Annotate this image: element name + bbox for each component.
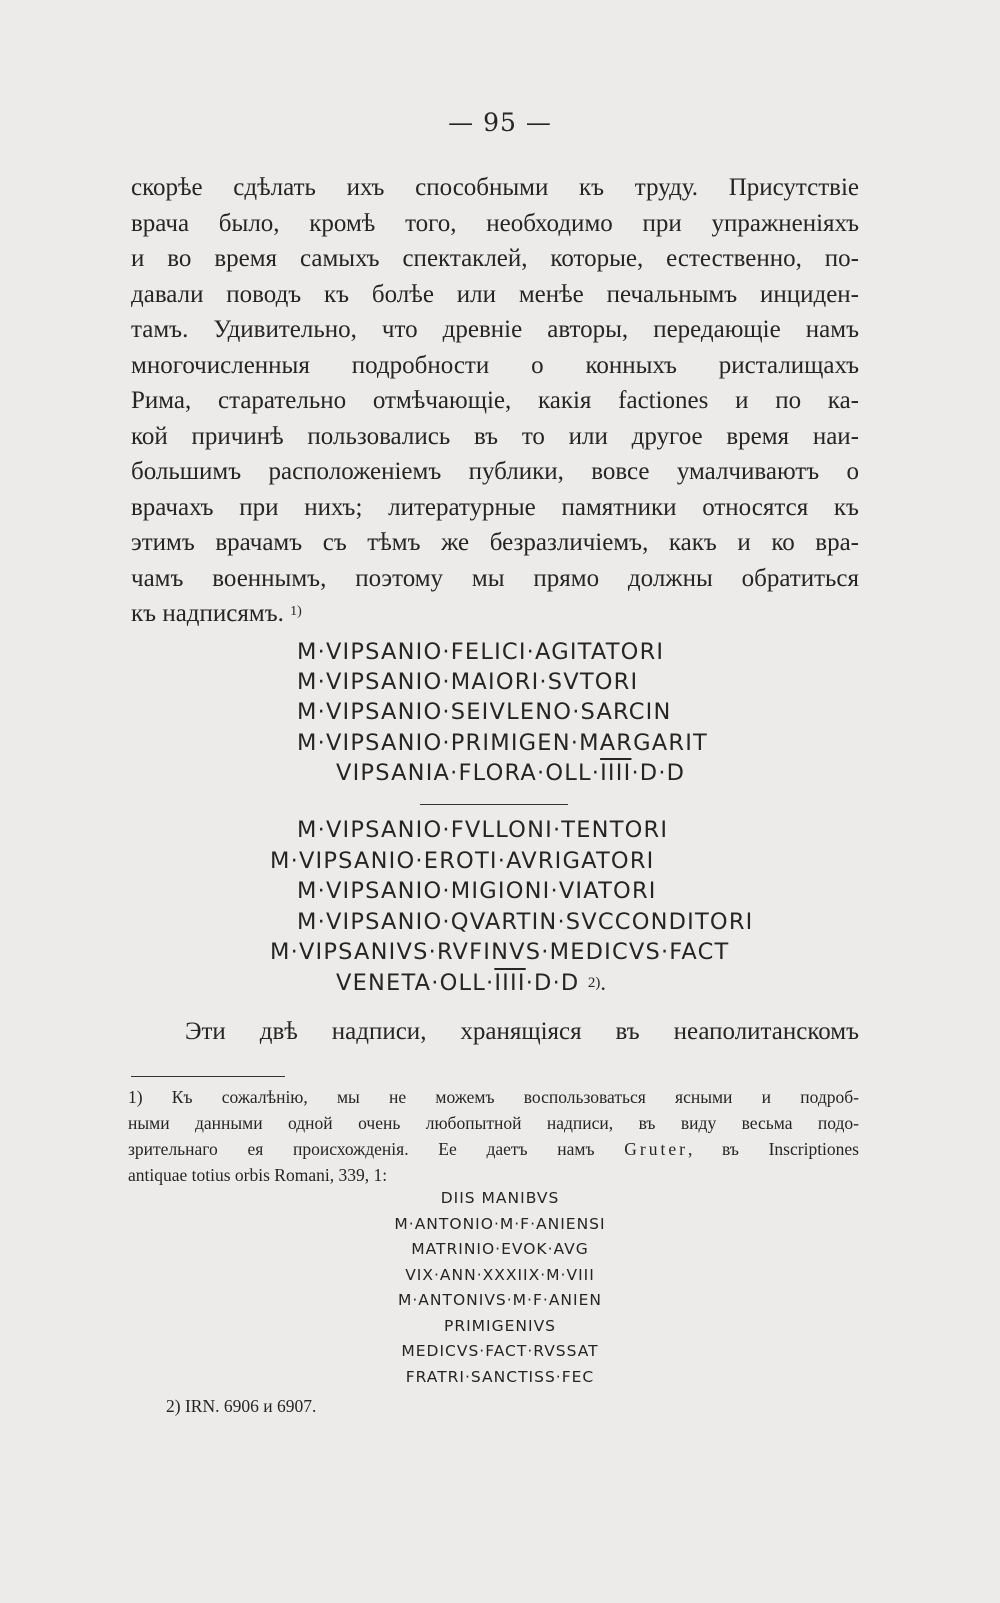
footnote-ref-2: 2): [587, 975, 601, 991]
footnote-inscription-line: VIX·ANN·XXXIIX·M·VIII: [405, 1265, 595, 1284]
footnote-author: Gruter: [624, 1139, 688, 1159]
footnote-inscription-line: M·ANTONIVS·M·F·ANIEN: [397, 1291, 602, 1309]
footnote-ref-1: 1): [290, 604, 302, 619]
inscription-b-line: M·VIPSANIO·QVARTIN·SVCCONDITORI: [297, 909, 754, 935]
footnote-inscription-line: PRIMIGENIVS: [443, 1316, 557, 1335]
inscription-a-line: M·VIPSANIO·PRIMIGEN·MARGARIT: [297, 730, 708, 756]
inscription-b-numeral: IIII: [494, 970, 526, 996]
inscription-a-last-pre: VIPSANIA·FLORA·OLL·: [336, 760, 601, 786]
footnote-inscription-line: MEDICVS·FACT·RVSSAT: [401, 1342, 599, 1360]
inscription-a-line: M·VIPSANIO·SEIVLENO·SARCIN: [297, 699, 672, 725]
footnote-line: [128, 1136, 859, 1162]
footnote-inscription-line: FRATRI·SANCTISS·FEC: [405, 1367, 595, 1386]
inscription-a-line: M·VIPSANIO·MAIORI·SVTORI: [297, 669, 639, 695]
footnote-line: 1) Къ сожалѣнію, мы не можемъ воспользоваться ясными и подроб-: [128, 1087, 859, 1107]
paragraph-last-text: къ надписямъ.: [131, 600, 284, 627]
footnote-inscription-line: M·ANTONIO·M·F·ANIENSI: [394, 1214, 606, 1233]
inscription-b-line: M·VIPSANIO·FVLLONI·TENTORI: [297, 817, 669, 843]
paragraph-line: врачахъ при нихъ; литературные памятники относятся къ: [131, 493, 859, 521]
inscription-a-last-line: [336, 758, 685, 788]
footnote-inscription-line: DIIS MANIBVS: [440, 1189, 560, 1207]
footnote-inscription: [0, 1186, 1000, 1390]
paragraph-line: Рима, старательно отмѣчающіе, какія factiones и по ка-: [131, 387, 859, 414]
paragraph-line: кой причинѣ пользовались въ то или другое время наи-: [131, 422, 859, 450]
inscription-b-last-pre: VENETA·OLL·: [336, 970, 495, 996]
inscription-a-line: M·VIPSANIO·FELICI·AGITATORI: [297, 639, 665, 665]
footnote-line: ными данными одной очень любопытной надписи, въ виду весьма подо-: [128, 1113, 859, 1133]
page-number: — 95 —: [448, 108, 552, 137]
paragraph-line: большимъ расположеніемъ публики, вовсе умалчиваютъ о: [131, 458, 859, 485]
inscription-b-line: M·VIPSANIO·EROTI·AVRIGATORI: [270, 848, 655, 874]
footnote-text: , въ Inscriptiones: [687, 1139, 859, 1159]
continuation-line: Эти двѣ надписи, хранящіяся въ неаполитанскомъ: [185, 1018, 859, 1045]
paragraph-line: давали поводъ къ болѣе или менѣе печальнымъ инциден-: [131, 280, 859, 308]
inscription-a-last-post: ·D·D: [631, 760, 686, 786]
paragraph-line: многочисленныя подробности о конныхъ ристалищахъ: [131, 351, 859, 379]
paragraph-line: чамъ военнымъ, поэтому мы прямо должны обратиться: [131, 564, 859, 592]
paragraph-line: скорѣе сдѣлать ихъ способными къ труду. Присутствіе: [131, 174, 859, 201]
footnote-inscription-line: MATRINIO·EVOK·AVG: [411, 1240, 589, 1258]
footnote-2: 2) IRN. 6906 и 6907.: [166, 1396, 317, 1416]
inscription-b-last-post: ·D·D: [525, 970, 580, 996]
inscription-divider: [420, 804, 568, 805]
footnote-1: [128, 1084, 859, 1188]
inscription-b-line: M·VIPSANIO·MIGIONI·VIATORI: [297, 878, 657, 904]
footnote-line: antiquae totius orbis Romani, 339, 1:: [128, 1165, 388, 1185]
paragraph-line: и во время самыхъ спектаклей, которые, естественно, по-: [131, 245, 859, 272]
footnote-separator: [131, 1076, 285, 1077]
paragraph-line: тамъ. Удивительно, что древніе авторы, передающіе намъ: [131, 316, 859, 343]
inscription-a-numeral: IIII: [600, 760, 632, 786]
main-paragraph: [131, 170, 859, 632]
inscription-b-last-line: [336, 968, 606, 998]
inscription-b-line: M·VIPSANIVS·RVFINVS·MEDICVS·FACT: [270, 939, 730, 965]
inscription-b-end-punct: .: [600, 970, 606, 995]
paragraph-line: этимъ врачамъ съ тѣмъ же безразличіемъ, какъ и ко вра-: [131, 529, 859, 556]
paragraph-line: врача было, кромѣ того, необходимо при упражненіяхъ: [131, 209, 859, 237]
paragraph-last-line: [131, 596, 859, 632]
footnote-text: зрительнаго ея происхожденія. Ее даетъ намъ: [128, 1139, 625, 1159]
